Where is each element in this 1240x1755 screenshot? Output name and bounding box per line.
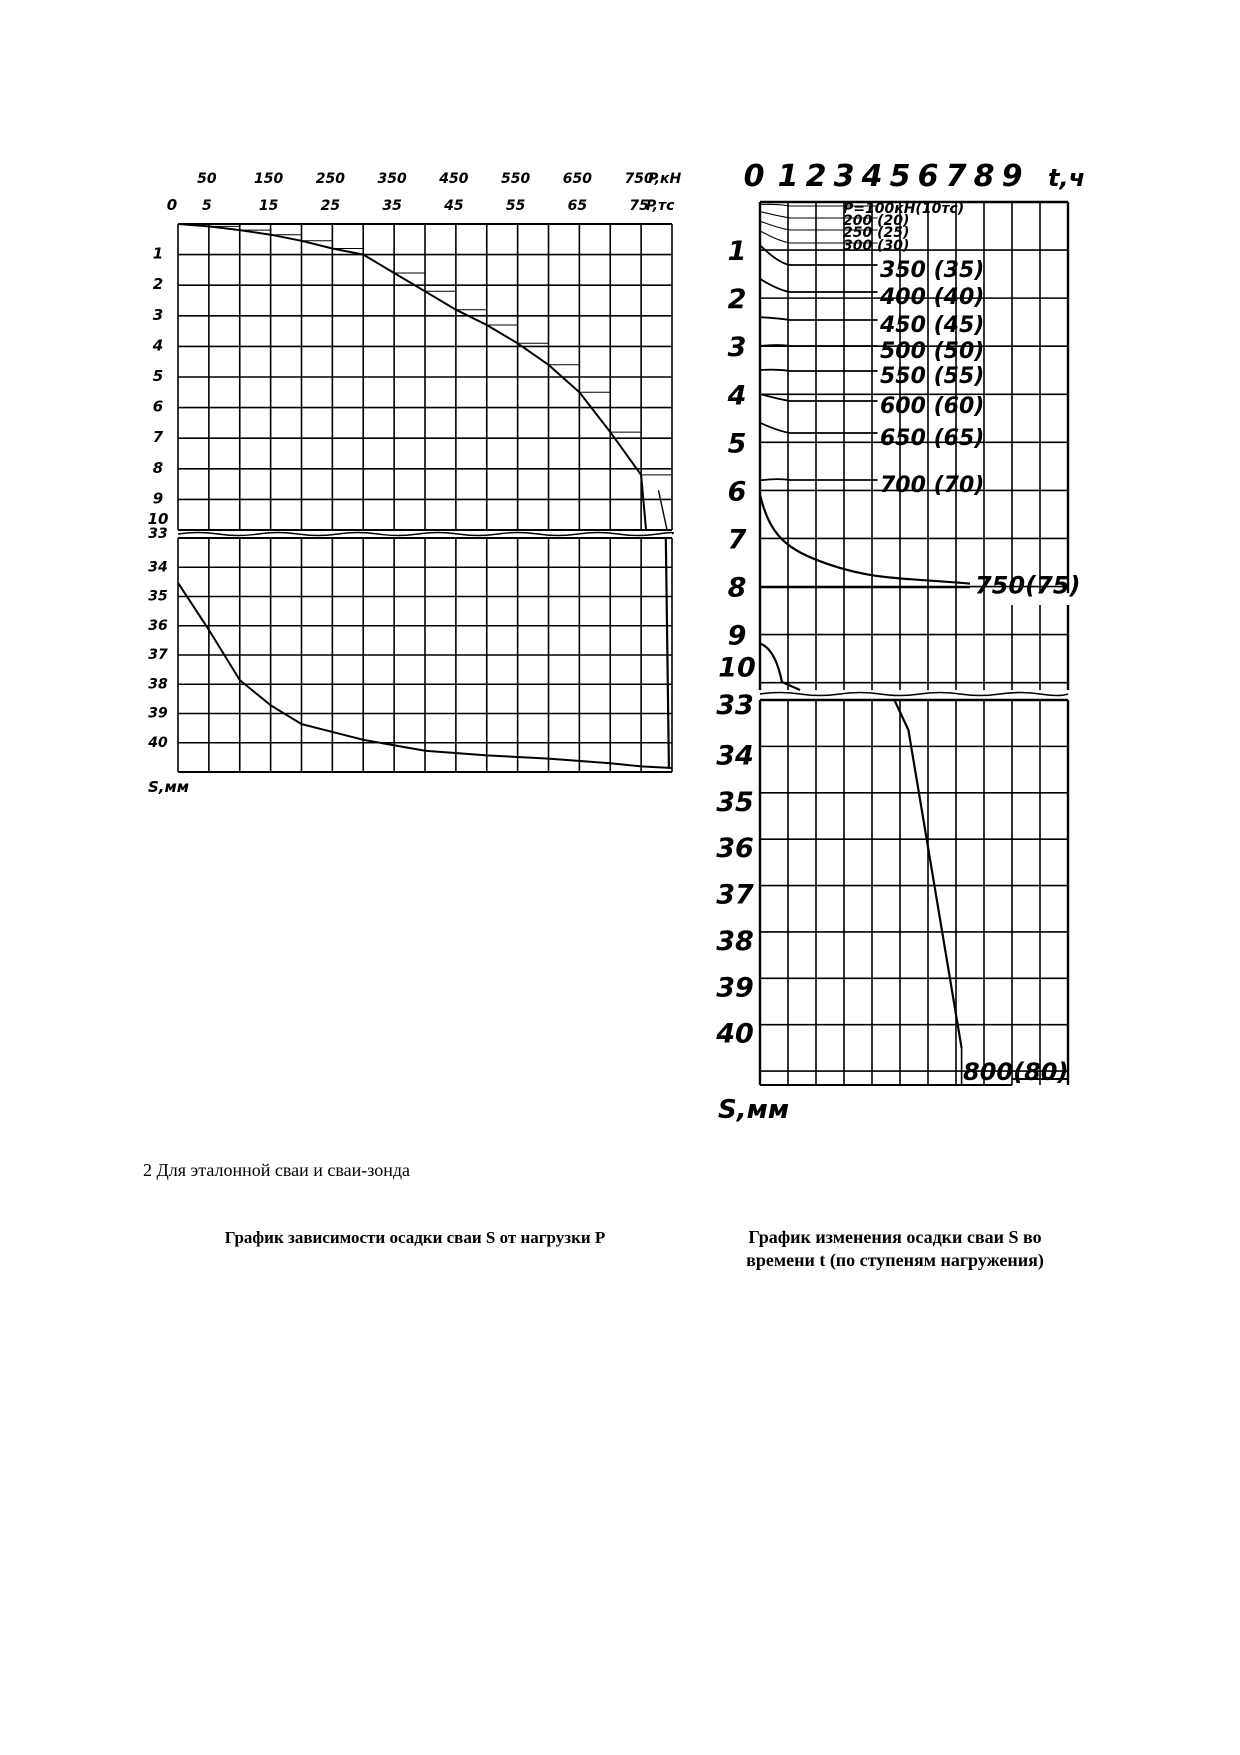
x-tick-kn: 150 bbox=[254, 171, 284, 187]
y-tick-upper: 8 bbox=[727, 572, 747, 604]
y-tick-lower: 36 bbox=[148, 617, 168, 634]
y-tick-upper: 3 bbox=[727, 332, 747, 364]
x-tick: 7 bbox=[945, 159, 967, 194]
x-tick: 2 bbox=[805, 159, 827, 194]
y-tick-lower: 35 bbox=[716, 786, 754, 818]
y-tick-upper: 3 bbox=[152, 305, 164, 324]
x-tick-kn: 350 bbox=[377, 171, 407, 187]
x-tick: 8 bbox=[973, 159, 995, 194]
y-tick-lower: 33 bbox=[148, 526, 168, 542]
step-label: 500 (50) bbox=[880, 339, 985, 364]
x-tick: 1 bbox=[777, 159, 799, 194]
y-tick-lower: 35 bbox=[148, 588, 168, 605]
x-axis-label-tc: P,тс bbox=[646, 198, 675, 214]
x-tick: 4 bbox=[861, 159, 883, 194]
step-label: 550 (55) bbox=[880, 364, 985, 389]
y-tick-upper: 9 bbox=[152, 489, 164, 508]
step-label-800: 800(80) bbox=[963, 1058, 1069, 1086]
y-tick-lower: 38 bbox=[148, 676, 168, 693]
y-tick-upper: 6 bbox=[152, 397, 164, 416]
step-curve bbox=[760, 317, 878, 320]
x-tick-tc: 45 bbox=[444, 198, 464, 214]
y-tick-lower: 38 bbox=[716, 925, 754, 957]
x-tick: 5 bbox=[889, 159, 911, 194]
y-axis-label: S,мм bbox=[718, 1095, 790, 1125]
x-tick: 3 bbox=[833, 159, 855, 194]
note-text: 2 Для эталонной сваи и сваи-зонда bbox=[143, 1160, 411, 1180]
x-tick-kn: 650 bbox=[562, 171, 592, 187]
step-label: 400 (40) bbox=[880, 285, 985, 310]
x-tick-tc: 35 bbox=[382, 198, 402, 214]
x-tick: 9 bbox=[1001, 159, 1023, 194]
step-label: 600 (60) bbox=[880, 394, 985, 419]
step-curve bbox=[760, 423, 878, 433]
y-tick-lower: 33 bbox=[716, 690, 754, 721]
x-tick-kn: 50 bbox=[197, 171, 217, 187]
y-tick-upper: 5 bbox=[727, 428, 747, 460]
x-tick: 6 bbox=[917, 159, 939, 194]
y-tick-upper: 8 bbox=[152, 458, 164, 477]
x-tick-kn: 250 bbox=[315, 171, 345, 187]
step-label: 650 (65) bbox=[880, 426, 985, 451]
y-tick-upper: 10 bbox=[147, 510, 169, 528]
axis-break-wave bbox=[760, 693, 1068, 696]
x-tick-tc: 25 bbox=[320, 198, 341, 214]
y-tick-lower: 34 bbox=[716, 740, 754, 772]
step-curve bbox=[760, 370, 878, 371]
x-tick-tc: 5 bbox=[202, 198, 212, 214]
x-origin-label: 0 bbox=[166, 196, 178, 214]
step-curve bbox=[760, 479, 878, 480]
x-tick-tc: 65 bbox=[567, 198, 588, 214]
x-axis-label-kn: P,кН bbox=[648, 171, 682, 187]
y-tick-lower: 39 bbox=[148, 705, 168, 722]
step-label: 200 (20) bbox=[843, 213, 910, 229]
y-tick-lower: 34 bbox=[148, 559, 168, 576]
y-tick-upper: 4 bbox=[152, 336, 164, 355]
x-tick-kn: 750 bbox=[624, 171, 654, 187]
y-tick-upper: 2 bbox=[727, 284, 747, 316]
y-axis-label: S,мм bbox=[148, 778, 190, 796]
y-tick-lower: 37 bbox=[148, 647, 168, 663]
y-tick-upper: 7 bbox=[727, 524, 747, 556]
caption-left: График зависимости осадки сваи S от нагрузки P bbox=[224, 1228, 606, 1247]
y-tick-upper: 4 bbox=[727, 380, 747, 412]
x-tick-tc: 75 bbox=[629, 198, 649, 214]
y-tick-upper: 7 bbox=[152, 428, 164, 447]
caption-right: График изменения осадки сваи S во времени t (по ступеням нагружения) bbox=[746, 1227, 1044, 1270]
y-tick-upper: 2 bbox=[152, 275, 164, 294]
y-tick-upper: 1 bbox=[727, 236, 747, 268]
x-tick-kn: 450 bbox=[439, 171, 469, 187]
y-tick-lower: 40 bbox=[148, 734, 168, 751]
step-curve bbox=[760, 279, 878, 292]
x-tick-tc: 15 bbox=[258, 198, 279, 214]
step-label: 300 (30) bbox=[843, 238, 910, 254]
step-label: 350 (35) bbox=[880, 258, 985, 283]
y-tick-upper: 1 bbox=[152, 244, 164, 263]
y-tick-upper: 6 bbox=[727, 476, 747, 508]
step-label: 250 (25) bbox=[843, 225, 910, 241]
step-label-750: 750(75) bbox=[975, 571, 1081, 600]
step-curve bbox=[760, 345, 878, 346]
y-tick-upper: 10 bbox=[718, 652, 756, 684]
y-tick-lower: 36 bbox=[716, 833, 754, 865]
y-tick-upper: 9 bbox=[727, 620, 747, 652]
x-axis-label: t,ч bbox=[1048, 164, 1086, 192]
right-chart-curves bbox=[760, 201, 1080, 1086]
x-tick: 0 bbox=[743, 159, 765, 194]
x-tick-tc: 55 bbox=[505, 198, 526, 214]
y-tick-lower: 37 bbox=[716, 879, 754, 911]
step-label: P=100кН(10тс) bbox=[843, 201, 965, 217]
y-tick-upper: 5 bbox=[152, 367, 164, 385]
y-tick-lower: 40 bbox=[716, 1018, 754, 1050]
step-label: 700 (70) bbox=[880, 473, 985, 498]
y-tick-lower: 39 bbox=[716, 972, 754, 1004]
x-tick-kn: 550 bbox=[501, 171, 531, 187]
step-label: 450 (45) bbox=[880, 313, 985, 338]
